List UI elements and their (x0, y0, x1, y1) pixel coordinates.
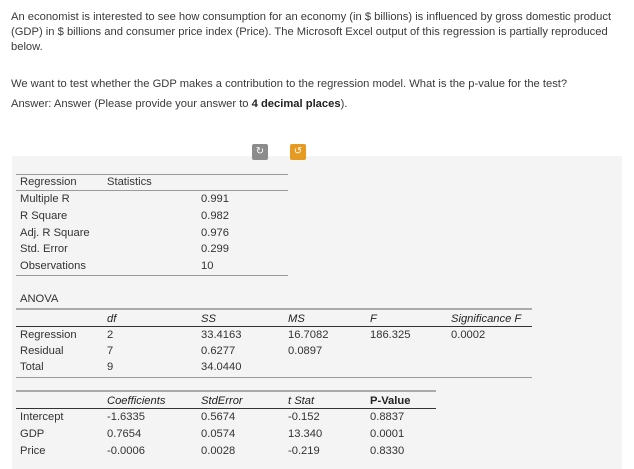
coef-price-stderror: 0.0028 (201, 445, 236, 457)
anova-regression-f: 186.325 (370, 329, 411, 341)
refresh-icon[interactable]: ↻ (252, 144, 268, 160)
coef-intercept-p-value: 0.8837 (370, 411, 405, 423)
coef-header-p-value: P-Value (370, 395, 411, 407)
coef-header-coefficients: Coefficients (107, 395, 166, 407)
coef-top-rule (16, 390, 436, 392)
stats-label-r-square: R Square (20, 210, 68, 222)
stats-label-multiple-r: Multiple R (20, 193, 70, 205)
coef-label-intercept: Intercept (20, 411, 64, 423)
question-intro: An economist is interested to see how consumption for an economy (in $ billions) is influenced by gross domestic product (GDP) in $ billions and consumer price index (Price). The Microsoft Excel output of this regression is partially reproduced below. (11, 11, 612, 53)
stats-value-multiple-r: 0.991 (201, 193, 229, 205)
anova-residual-ms: 0.0897 (288, 345, 323, 357)
coef-intercept-t-stat: -0.152 (288, 411, 320, 423)
coef-label-gdp: GDP (20, 428, 45, 440)
stats-header-statistics: Statistics (107, 176, 152, 188)
loop-icon[interactable]: ↺ (290, 144, 306, 160)
coef-header-stderror: StdError (201, 395, 243, 407)
coef-price-p-value: 0.8330 (370, 445, 405, 457)
stats-value-r-square: 0.982 (201, 210, 229, 222)
stats-header-rule (16, 190, 288, 191)
answer-decimal-places: 4 decimal places (251, 98, 341, 110)
anova-regression-ss: 33.4163 (201, 329, 242, 341)
coef-gdp-t-stat: 13.340 (288, 428, 323, 440)
answer-instruction (11, 97, 623, 112)
anova-header-ss: SS (201, 313, 216, 325)
anova-regression-ms: 16.7082 (288, 329, 329, 341)
stats-value-observations: 10 (201, 260, 214, 272)
anova-label-regression: Regression (20, 329, 77, 341)
stats-bottom-rule (16, 275, 288, 276)
coef-label-price: Price (20, 445, 46, 457)
anova-total-df: 9 (107, 361, 114, 373)
anova-header-df: df (107, 313, 117, 325)
coef-intercept-coefficient: -1.6335 (107, 411, 145, 423)
coef-price-coefficient: -0.0006 (107, 445, 145, 457)
coef-header-t-stat: t Stat (288, 395, 315, 407)
anova-label-residual: Residual (20, 345, 64, 357)
anova-title: ANOVA (20, 293, 59, 305)
stats-value-adj-r-square: 0.976 (201, 227, 229, 239)
coef-price-t-stat: -0.219 (288, 445, 320, 457)
anova-header-rule (16, 326, 532, 327)
coef-intercept-stderror: 0.5674 (201, 411, 236, 423)
question-task: We want to test whether the GDP makes a contribution to the regression model. What is the p-value for the test? (11, 78, 568, 90)
anova-header-significance-f: Significance F (451, 313, 522, 325)
anova-total-ss: 34.0440 (201, 361, 242, 373)
anova-top-rule (16, 308, 532, 310)
anova-regression-significance-f: 0.0002 (451, 329, 486, 341)
stats-header-regression: Regression (20, 176, 77, 188)
stats-label-observations: Observations (20, 260, 86, 272)
coef-gdp-stderror: 0.0574 (201, 428, 236, 440)
answer-suffix: ). (340, 98, 348, 110)
anova-residual-ss: 0.6277 (201, 345, 236, 357)
anova-regression-df: 2 (107, 329, 114, 341)
coef-header-rule (16, 408, 436, 409)
anova-bottom-rule (16, 377, 532, 378)
stats-label-std-error: Std. Error (20, 243, 68, 255)
excel-output-image (12, 146, 622, 469)
coef-gdp-p-value: 0.0001 (370, 428, 405, 440)
anova-residual-df: 7 (107, 345, 114, 357)
anova-header-f: F (370, 313, 377, 325)
stats-value-std-error: 0.299 (201, 243, 229, 255)
coef-gdp-coefficient: 0.7654 (107, 428, 142, 440)
anova-header-ms: MS (288, 313, 305, 325)
stats-label-adj-r-square: Adj. R Square (20, 227, 90, 239)
anova-label-total: Total (20, 361, 44, 373)
answer-prefix: Answer: Answer (Please provide your answer to (11, 98, 252, 110)
